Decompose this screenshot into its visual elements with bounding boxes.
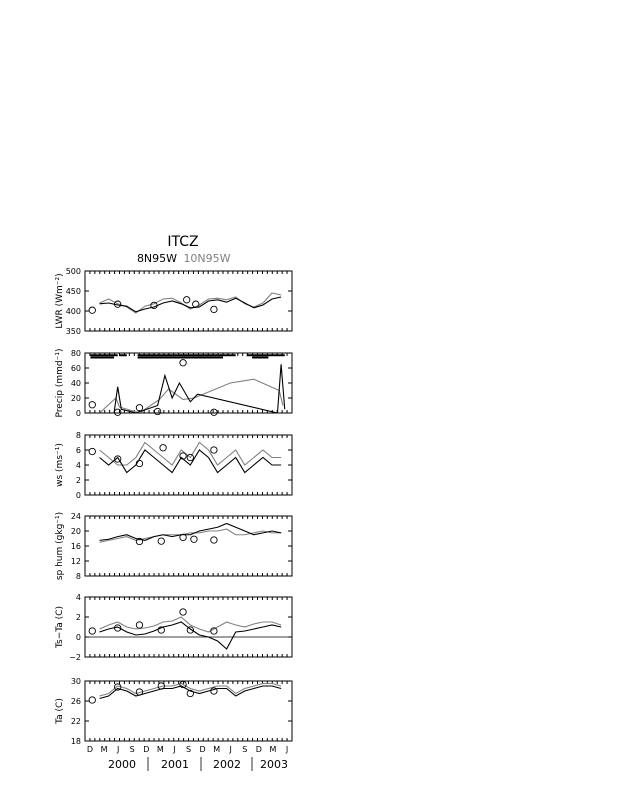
- year-label: 2002: [213, 758, 241, 771]
- data-marker: [183, 297, 189, 303]
- data-marker: [211, 537, 217, 543]
- series-line-8n95w: [100, 622, 282, 649]
- data-marker: [180, 360, 186, 366]
- legend-label-8n95w: 8N95W: [136, 252, 178, 265]
- y-tick-label: 18: [70, 737, 81, 746]
- y-tick-label: 20: [70, 394, 81, 403]
- y-tick-label: 0: [75, 633, 81, 642]
- y-tick-label: 4: [75, 593, 81, 602]
- y-tick-label: 6: [75, 446, 81, 455]
- data-marker: [211, 409, 217, 415]
- data-marker: [211, 447, 217, 453]
- panel-lwr: [55, 267, 292, 336]
- y-axis-label: ws (ms⁻¹): [55, 443, 65, 487]
- y-tick-label: 2: [75, 613, 81, 622]
- panel-frame: [85, 435, 292, 495]
- y-tick-label: 24: [70, 512, 81, 521]
- month-tick-label: S: [129, 745, 135, 754]
- time-axis: [87, 745, 288, 771]
- data-marker: [180, 453, 186, 459]
- y-axis-label: sp hum (gkg⁻¹): [55, 511, 65, 581]
- year-label: 2003: [260, 758, 288, 771]
- data-marker: [89, 697, 95, 703]
- month-tick-label: M: [156, 745, 164, 754]
- y-tick-label: 20: [70, 527, 81, 536]
- y-tick-label: 8: [75, 572, 81, 581]
- y-tick-label: 22: [70, 717, 81, 726]
- panel-tsta: [55, 593, 292, 662]
- y-tick-label: 26: [70, 697, 81, 706]
- data-marker: [154, 408, 160, 414]
- panel-precip: [55, 349, 292, 418]
- y-axis-label: Ts−Ta (C): [55, 606, 65, 648]
- month-tick-label: D: [255, 745, 262, 754]
- data-marker: [89, 307, 95, 313]
- y-tick-label: 450: [65, 287, 81, 296]
- month-tick-label: D: [199, 745, 206, 754]
- month-tick-label: M: [269, 745, 277, 754]
- data-marker: [211, 306, 217, 312]
- data-marker: [191, 536, 197, 542]
- month-tick-label: J: [229, 745, 232, 754]
- panel-frame: [85, 516, 292, 576]
- y-tick-label: 350: [65, 327, 81, 336]
- month-tick-label: M: [100, 745, 108, 754]
- series-line-8n95w: [100, 524, 282, 541]
- y-tick-label: 4: [75, 461, 81, 470]
- data-marker: [151, 302, 157, 308]
- data-marker: [158, 538, 164, 544]
- month-tick-label: D: [143, 745, 150, 754]
- y-tick-label: 30: [70, 677, 81, 686]
- y-tick-label: 400: [65, 307, 81, 316]
- year-label: 2001: [161, 758, 189, 771]
- year-label: 2000: [108, 758, 136, 771]
- panel-sphum: [55, 512, 292, 581]
- panel-ta: [55, 677, 292, 746]
- series-line-10n95w: [100, 443, 282, 466]
- y-axis-label: LWR (Wm⁻²): [55, 273, 65, 329]
- series-line-8n95w: [100, 450, 282, 473]
- figure-title: ITCZ: [167, 234, 199, 250]
- y-tick-label: −2: [69, 653, 81, 662]
- y-axis-label: Precip (mmd⁻¹): [55, 348, 65, 418]
- data-marker: [136, 622, 142, 628]
- data-marker: [180, 609, 186, 615]
- month-tick-label: M: [213, 745, 221, 754]
- panel-frame: [85, 353, 292, 413]
- data-marker: [89, 628, 95, 634]
- y-tick-label: 0: [75, 409, 81, 418]
- month-tick-label: S: [242, 745, 248, 754]
- y-tick-label: 2: [75, 476, 81, 485]
- series-line-10n95w: [100, 293, 282, 313]
- y-tick-label: 80: [70, 349, 81, 358]
- month-tick-label: D: [86, 745, 94, 754]
- series-line-10n95w: [100, 529, 282, 542]
- y-tick-label: 8: [75, 431, 81, 440]
- month-tick-label: J: [173, 745, 176, 754]
- y-tick-label: 60: [70, 364, 81, 373]
- month-tick-label: J: [285, 745, 289, 754]
- month-tick-label: J: [116, 745, 120, 754]
- y-tick-label: 500: [65, 267, 81, 276]
- month-tick-label: S: [185, 745, 192, 754]
- series-line-8n95w: [100, 364, 285, 413]
- data-marker: [160, 445, 166, 451]
- series-line-10n95w: [100, 617, 282, 632]
- y-tick-label: 0: [75, 491, 81, 500]
- y-axis-label: Ta (C): [55, 698, 65, 724]
- series-line-10n95w: [100, 684, 282, 697]
- panels-group: [55, 267, 292, 746]
- data-marker: [211, 688, 217, 694]
- y-tick-label: 12: [70, 557, 81, 566]
- legend-label-10n95w: 10N95W: [183, 252, 231, 265]
- panel-ws: [55, 431, 292, 500]
- data-marker: [89, 402, 95, 408]
- data-marker: [136, 405, 142, 411]
- y-tick-label: 16: [70, 542, 81, 551]
- data-marker: [89, 448, 95, 454]
- y-tick-label: 40: [70, 379, 81, 388]
